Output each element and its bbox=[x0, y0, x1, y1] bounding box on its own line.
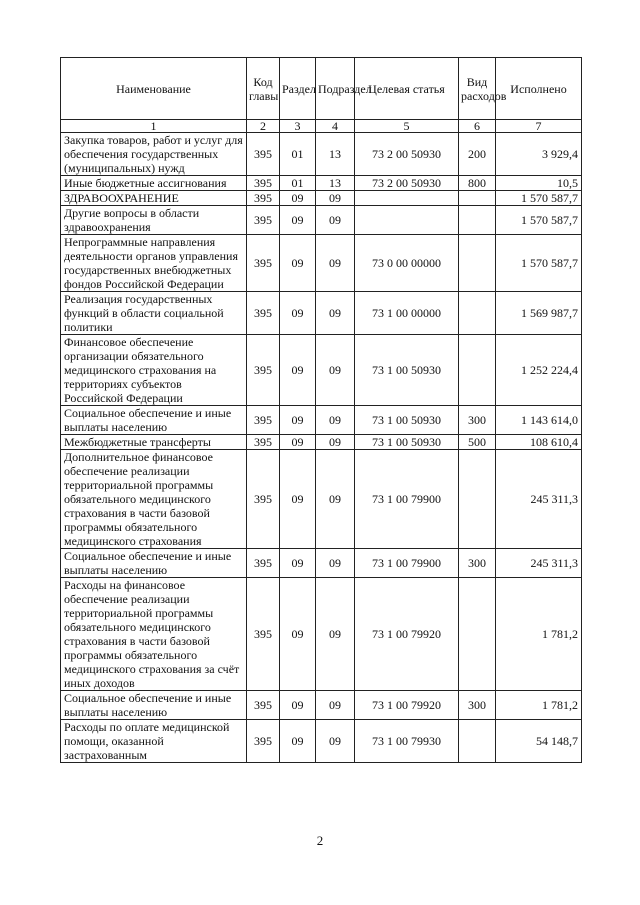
column-number: 3 bbox=[280, 120, 316, 133]
table-row bbox=[61, 435, 582, 450]
cell-target: 73 1 00 79900 bbox=[355, 549, 459, 578]
cell-name: Реализация государственных функций в области социальной политики bbox=[61, 292, 247, 335]
cell-type bbox=[459, 578, 496, 691]
cell-type bbox=[459, 191, 496, 206]
cell-target bbox=[355, 191, 459, 206]
cell-target: 73 2 00 50930 bbox=[355, 133, 459, 176]
header-target: Целевая статья bbox=[355, 58, 459, 120]
cell-subsection: 13 bbox=[316, 176, 355, 191]
header-section: Раздел bbox=[280, 58, 316, 120]
cell-executed: 10,5 bbox=[496, 176, 582, 191]
column-number: 6 bbox=[459, 120, 496, 133]
cell-name: Дополнительное финансовое обеспечение реализации территориальной программы обязательного медицинского страхования в части базовой программы обязательного медицинского страхования bbox=[61, 450, 247, 549]
cell-type: 300 bbox=[459, 691, 496, 720]
cell-name: Расходы по оплате медицинской помощи, оказанной застрахованным bbox=[61, 720, 247, 763]
table-row bbox=[61, 450, 582, 549]
cell-executed: 3 929,4 bbox=[496, 133, 582, 176]
cell-code: 395 bbox=[247, 335, 280, 406]
cell-name: Финансовое обеспечение организации обязательного медицинского страхования на территориях субъектов Российской Федерации bbox=[61, 335, 247, 406]
cell-name: Другие вопросы в области здравоохранения bbox=[61, 206, 247, 235]
cell-executed: 1 781,2 bbox=[496, 578, 582, 691]
cell-name: Расходы на финансовое обеспечение реализации территориальной программы обязательного медицинского страхования в части базовой программы обязательного медицинского страхования за счёт иных доходов bbox=[61, 578, 247, 691]
cell-type: 500 bbox=[459, 435, 496, 450]
cell-executed: 1 781,2 bbox=[496, 691, 582, 720]
cell-target: 73 1 00 79920 bbox=[355, 578, 459, 691]
cell-code: 395 bbox=[247, 191, 280, 206]
cell-subsection: 09 bbox=[316, 235, 355, 292]
cell-code: 395 bbox=[247, 578, 280, 691]
cell-section: 09 bbox=[280, 691, 316, 720]
column-number: 5 bbox=[355, 120, 459, 133]
cell-code: 395 bbox=[247, 133, 280, 176]
cell-target: 73 1 00 50930 bbox=[355, 335, 459, 406]
cell-subsection: 09 bbox=[316, 450, 355, 549]
table-row bbox=[61, 235, 582, 292]
cell-type bbox=[459, 450, 496, 549]
cell-type bbox=[459, 720, 496, 763]
cell-name: Социальное обеспечение и иные выплаты населению bbox=[61, 549, 247, 578]
header-row bbox=[61, 58, 582, 120]
cell-executed: 1 569 987,7 bbox=[496, 292, 582, 335]
table-row bbox=[61, 133, 582, 176]
header-code: Код главы bbox=[247, 58, 280, 120]
column-number: 4 bbox=[316, 120, 355, 133]
cell-section: 01 bbox=[280, 133, 316, 176]
cell-section: 09 bbox=[280, 206, 316, 235]
column-number: 1 bbox=[61, 120, 247, 133]
cell-name: Социальное обеспечение и иные выплаты населению bbox=[61, 691, 247, 720]
column-number: 7 bbox=[496, 120, 582, 133]
cell-executed: 1 143 614,0 bbox=[496, 406, 582, 435]
cell-code: 395 bbox=[247, 691, 280, 720]
cell-executed: 1 570 587,7 bbox=[496, 191, 582, 206]
table-row bbox=[61, 720, 582, 763]
cell-target: 73 1 00 79930 bbox=[355, 720, 459, 763]
cell-type: 300 bbox=[459, 549, 496, 578]
cell-subsection: 09 bbox=[316, 335, 355, 406]
header-executed: Исполнено bbox=[496, 58, 582, 120]
table-row bbox=[61, 406, 582, 435]
cell-section: 09 bbox=[280, 578, 316, 691]
cell-subsection: 09 bbox=[316, 691, 355, 720]
column-number-row bbox=[61, 120, 582, 133]
cell-section: 09 bbox=[280, 435, 316, 450]
cell-code: 395 bbox=[247, 720, 280, 763]
cell-code: 395 bbox=[247, 235, 280, 292]
cell-section: 09 bbox=[280, 406, 316, 435]
cell-code: 395 bbox=[247, 206, 280, 235]
cell-code: 395 bbox=[247, 549, 280, 578]
cell-type: 200 bbox=[459, 133, 496, 176]
cell-name: ЗДРАВООХРАНЕНИЕ bbox=[61, 191, 247, 206]
cell-subsection: 09 bbox=[316, 549, 355, 578]
cell-executed: 245 311,3 bbox=[496, 450, 582, 549]
cell-section: 01 bbox=[280, 176, 316, 191]
page-number: 2 bbox=[316, 833, 324, 848]
cell-target: 73 1 00 79920 bbox=[355, 691, 459, 720]
cell-section: 09 bbox=[280, 191, 316, 206]
cell-target: 73 2 00 50930 bbox=[355, 176, 459, 191]
column-number: 2 bbox=[247, 120, 280, 133]
cell-subsection: 13 bbox=[316, 133, 355, 176]
header-subsection: Подраздел bbox=[316, 58, 355, 120]
table-row bbox=[61, 578, 582, 691]
cell-executed: 1 252 224,4 bbox=[496, 335, 582, 406]
cell-subsection: 09 bbox=[316, 206, 355, 235]
cell-section: 09 bbox=[280, 720, 316, 763]
header-name: Наименование bbox=[61, 58, 247, 120]
cell-code: 395 bbox=[247, 435, 280, 450]
cell-name: Непрограммные направления деятельности органов управления государственных внебюджетных фондов Российской Федерации bbox=[61, 235, 247, 292]
table-row bbox=[61, 191, 582, 206]
table-row bbox=[61, 292, 582, 335]
cell-section: 09 bbox=[280, 292, 316, 335]
cell-section: 09 bbox=[280, 235, 316, 292]
table-row bbox=[61, 549, 582, 578]
table-header bbox=[61, 58, 582, 133]
cell-subsection: 09 bbox=[316, 435, 355, 450]
cell-section: 09 bbox=[280, 549, 316, 578]
cell-executed: 245 311,3 bbox=[496, 549, 582, 578]
cell-name: Межбюджетные трансферты bbox=[61, 435, 247, 450]
cell-executed: 1 570 587,7 bbox=[496, 206, 582, 235]
cell-name: Закупка товаров, работ и услуг для обеспечения государственных (муниципальных) нужд bbox=[61, 133, 247, 176]
cell-subsection: 09 bbox=[316, 578, 355, 691]
header-type: Вид расходов bbox=[459, 58, 496, 120]
cell-code: 395 bbox=[247, 176, 280, 191]
cell-executed: 1 570 587,7 bbox=[496, 235, 582, 292]
cell-type bbox=[459, 292, 496, 335]
table-row bbox=[61, 335, 582, 406]
budget-table bbox=[60, 57, 582, 763]
cell-type bbox=[459, 206, 496, 235]
cell-subsection: 09 bbox=[316, 720, 355, 763]
table-row bbox=[61, 176, 582, 191]
cell-target: 73 1 00 50930 bbox=[355, 435, 459, 450]
cell-type: 300 bbox=[459, 406, 496, 435]
cell-target: 73 1 00 00000 bbox=[355, 292, 459, 335]
table-row bbox=[61, 206, 582, 235]
cell-subsection: 09 bbox=[316, 191, 355, 206]
cell-subsection: 09 bbox=[316, 292, 355, 335]
cell-section: 09 bbox=[280, 450, 316, 549]
cell-section: 09 bbox=[280, 335, 316, 406]
cell-target: 73 0 00 00000 bbox=[355, 235, 459, 292]
cell-executed: 108 610,4 bbox=[496, 435, 582, 450]
cell-target bbox=[355, 206, 459, 235]
cell-code: 395 bbox=[247, 450, 280, 549]
cell-type bbox=[459, 335, 496, 406]
cell-name: Социальное обеспечение и иные выплаты населению bbox=[61, 406, 247, 435]
cell-code: 395 bbox=[247, 406, 280, 435]
cell-executed: 54 148,7 bbox=[496, 720, 582, 763]
cell-subsection: 09 bbox=[316, 406, 355, 435]
cell-code: 395 bbox=[247, 292, 280, 335]
cell-type bbox=[459, 235, 496, 292]
cell-name: Иные бюджетные ассигнования bbox=[61, 176, 247, 191]
cell-target: 73 1 00 79900 bbox=[355, 450, 459, 549]
table-row bbox=[61, 691, 582, 720]
cell-target: 73 1 00 50930 bbox=[355, 406, 459, 435]
table-body bbox=[61, 133, 582, 763]
cell-type: 800 bbox=[459, 176, 496, 191]
